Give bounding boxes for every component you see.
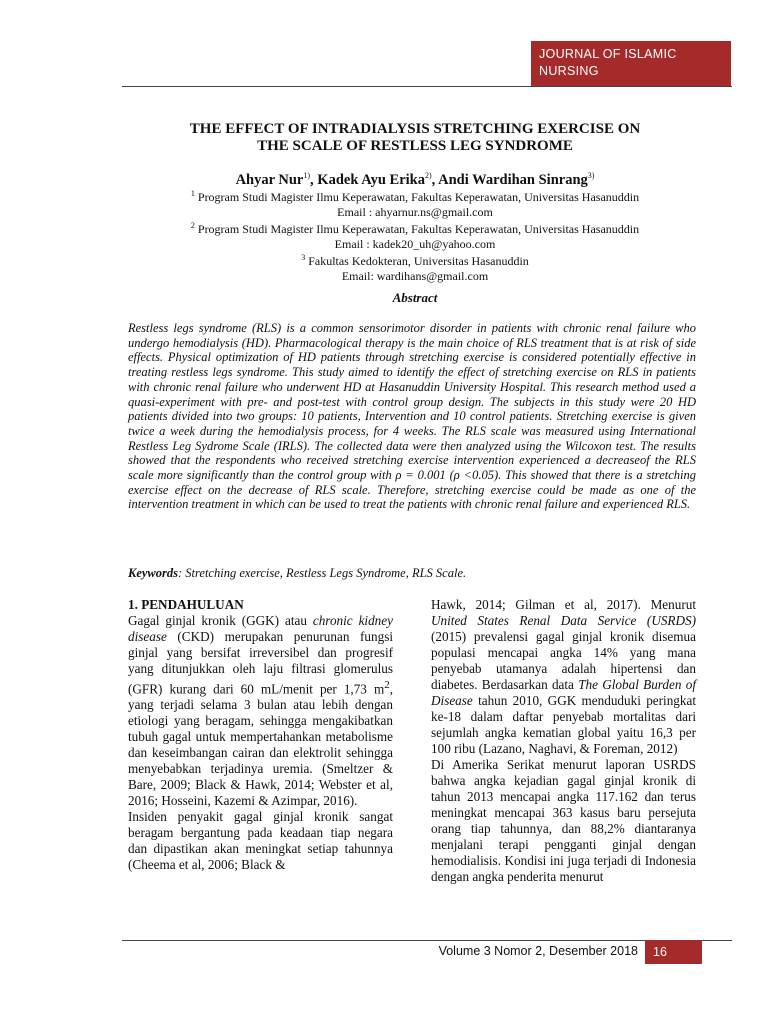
affiliation-mark: 1 bbox=[190, 189, 195, 198]
journal-name-box bbox=[531, 41, 731, 87]
paragraph: Insiden penyakit gagal ginjal kronik sangat beragam bergantung pada keadaan tiap negara dan dipastikan akan meningkat setiap tahunnya (Cheema et al, 2006; Black & bbox=[128, 809, 393, 873]
affiliation-mark: 3 bbox=[301, 253, 306, 262]
author-affiliation-mark: 1) bbox=[303, 171, 311, 180]
author-separator: , bbox=[310, 171, 318, 188]
keywords-text: : Stretching exercise, Restless Legs Syndrome, RLS Scale. bbox=[178, 566, 467, 580]
author-affiliation-mark: 3) bbox=[587, 171, 595, 180]
paragraph bbox=[128, 613, 393, 809]
italic-term: United States Renal Data Service (USRDS) bbox=[431, 613, 696, 628]
abstract-text: Restless legs syndrome (RLS) is a common sensorimotor disorder in patients with chronic renal failure who undergo hemodialysis (HD). Pharmacological therapy is the main choice of RLS treatment that is at risk of side effects. Physical optimization of HD patients through stretching exercise is considered potentially effective in treating restless legs syndrome. This study aimed to identify the effect of stretching exercise on RLS in patients with chronic renal failure who underwent HD at Hasanuddin University Hospital. This research method used a quasi-experiment with pre- and post-test with control group design. The subjects in this study were 20 HD patients divided into two groups: 10 patients, Intervention and 10 control patients. Stretching exercise is given twice a week during the hemodialysis process, for 4 weeks. The RLS scale was measured using International Restless Leg Sydrome Scale (IRLS). The collected data were then analyzed using the Wilcoxon test. The results showed that the respondents who received stretching exercise intervention experienced a decreaseof the RLS scale more significantly than the control group with ρ = 0.001 (ρ <0.05). This showed that there is a stretching exercise effect on the decrease of RLS scale. Therefore, stretching exercise could be made as one of the intervention treatment in which can be used to treat the patients with chronic renal failure and experienced RLS. bbox=[128, 321, 696, 512]
keywords bbox=[128, 566, 696, 581]
author-affiliation-mark: 2) bbox=[425, 171, 432, 180]
header-divider bbox=[122, 86, 732, 87]
title-line1: THE EFFECT OF INTRADIALYSIS STRETCHING EXERCISE ON bbox=[189, 121, 641, 137]
affiliation-text: Program Studi Magister Ilmu Keperawatan, Fakultas Keperawatan, Universitas Hasanuddin bbox=[197, 222, 640, 236]
affiliations bbox=[100, 187, 730, 283]
affiliation-mark: 2 bbox=[190, 221, 195, 230]
journal-name-line1: JOURNAL OF ISLAMIC bbox=[539, 47, 677, 61]
title-line2: THE SCALE OF RESTLESS LEG SYNDROME bbox=[257, 138, 573, 154]
affiliation-text: Program Studi Magister Ilmu Keperawatan, Fakultas Keperawatan, Universitas Hasanuddin bbox=[197, 190, 640, 204]
author-name: Andi Wardihan Sinrang bbox=[438, 171, 588, 188]
affiliation-2-email: Email : kadek20_uh@yahoo.com bbox=[334, 236, 496, 251]
text-run: Hawk, 2014; Gilman et al, 2017). Menurut bbox=[431, 597, 696, 612]
page-number: 16 bbox=[645, 940, 702, 964]
text-run: (2015) prevalensi gagal ginjal kronik disemua populasi mencapai angka 14% yang mana penyebab utamanya adalah hipertensi dan diabetes. Berdasarkan data bbox=[431, 629, 696, 692]
affiliation-3 bbox=[100, 251, 730, 269]
abstract-heading: Abstract bbox=[392, 290, 438, 305]
text-run: (CKD) merupakan penurunan fungsi ginjal yang bersifat irreversibel dan progresif yang ditunjukkan oleh laju filtrasi glomerulus (GFR) kurang dari 60 mL/menit per 1,73 m bbox=[128, 629, 393, 697]
author-name: Ahyar Nur bbox=[235, 171, 304, 188]
italic-term: The Global Burden of Disease bbox=[431, 677, 696, 708]
paper-title bbox=[130, 121, 700, 155]
author-separator: , bbox=[431, 171, 439, 188]
author-name: Kadek Ayu Erika bbox=[317, 171, 425, 188]
paragraph bbox=[431, 597, 696, 757]
left-column bbox=[128, 597, 393, 873]
text-run: Gagal ginjal kronik (GGK) atau bbox=[128, 613, 313, 628]
right-column bbox=[431, 597, 696, 885]
text-run: , yang terjadi selama 3 bulan atau lebih dengan etiologi yang beragam, sehingga mengakibatkan tubuh gagal untuk mempertahankan metabolisme dan keseimbangan cairan dan elektrolit sehingga menyebabkan terjadinya uremia. (Smeltzer & Bare, 2009; Black & Hawk, 2014; Webster et al, 2016; Hosseini, Kazemi & Azimpar, 2016). bbox=[128, 681, 393, 809]
affiliation-text: Fakultas Kedokteran, Universitas Hasanuddin bbox=[308, 254, 529, 268]
paragraph: Di Amerika Serikat menurut laporan USRDS bahwa angka kejadian gagal ginjal kronik di tahun 2013 mencapai angka 117.162 dan terus meningkat mencapai 363 kasus baru persejuta orang tiap tahunnya, dan 88,2% diantaranya menjalani terapi pengganti ginjal dengan hemodialisis. Kondisi ini juga terjadi di Indonesia dengan angka penderita menurut bbox=[431, 757, 696, 884]
italic-term: chronic kidney disease bbox=[128, 613, 393, 644]
affiliation-2 bbox=[100, 219, 730, 237]
superscript: 2 bbox=[384, 679, 390, 691]
affiliation-3-email: Email: wardihans@gmail.com bbox=[341, 268, 489, 283]
footer-volume: Volume 3 Nomor 2, Desember 2018 bbox=[438, 944, 638, 958]
text-run: tahun 2010, GGK menduduki peringkat ke-18 dalam daftar penyebab mortalitas dari sejumlah angka kematian global yaitu 16,3 per 100 ribu (Lazano, Naghavi, & Foreman, 2012) bbox=[431, 693, 696, 756]
affiliation-1 bbox=[100, 187, 730, 205]
affiliation-1-email: Email : ahyarnur.ns@gmail.com bbox=[337, 204, 493, 219]
section-heading: 1. PENDAHULUAN bbox=[128, 597, 244, 612]
journal-name-line2: NURSING bbox=[539, 64, 599, 78]
footer-divider bbox=[122, 940, 732, 941]
keywords-label: Keywords bbox=[128, 566, 178, 580]
